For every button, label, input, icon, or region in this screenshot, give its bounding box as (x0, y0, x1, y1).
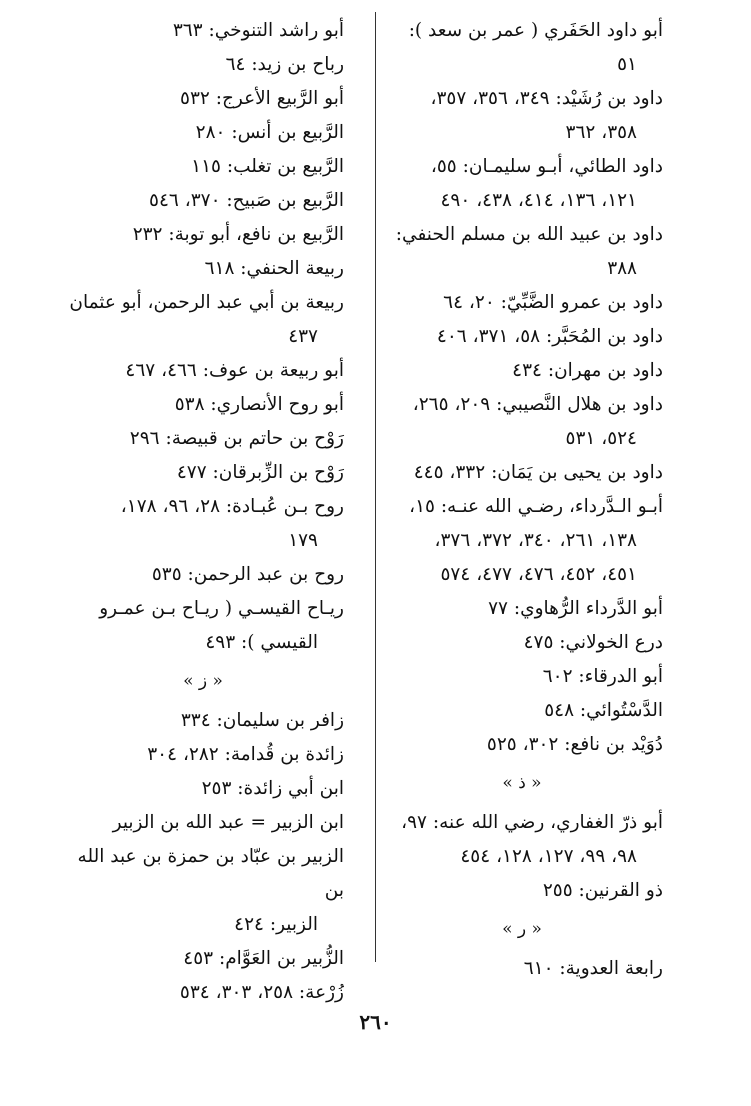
index-entry (62, 592, 344, 660)
entry-text: زافر بن سليمان: ٣٣٤ (180, 710, 344, 731)
entry-text: داود بن رُشَيْد: ٣٤٩، ٣٥٦، ٣٥٧، (430, 88, 663, 109)
entry-continuation: ٤٣٧ (288, 326, 318, 347)
index-entry (62, 942, 344, 976)
index-entry (381, 320, 663, 354)
entry-continuation: ١٣٨، ٢٦١، ٣٤٠، ٣٧٢، ٣٧٦، (434, 530, 637, 551)
index-entry (381, 626, 663, 660)
index-entry (381, 728, 663, 762)
index-entry (381, 14, 663, 82)
entry-continuation: ٣٥٨، ٣٦٢ (565, 122, 637, 143)
index-entry (381, 592, 663, 626)
index-entry (381, 694, 663, 728)
entry-continuation: ٩٨، ٩٩، ١٢٧، ١٢٨، ٤٥٤ (460, 846, 637, 867)
index-entry (62, 558, 344, 592)
entry-text: أبو الدَّرداء الرُّهاوي: ٧٧ (488, 598, 663, 619)
index-entry (62, 286, 344, 354)
entry-text: داود بن هلال النَّصيبي: ٢٠٩، ٢٦٥، (412, 394, 663, 415)
entry-text: الزبير بن عبّاد بن حمزة بن عبد الله بن (77, 846, 344, 901)
entry-continuation: الزبير: ٤٢٤ (234, 914, 318, 935)
section-heading: « ز » (183, 671, 223, 691)
entry-text: أبو الرَّبيع الأعرج: ٥٣٢ (180, 88, 344, 109)
section-heading: « ر » (502, 919, 542, 939)
entry-text: زُرْعة: ٢٥٨، ٣٠٣، ٥٣٤ (179, 982, 344, 1003)
entry-continuation: ٥٢٤، ٥٣١ (565, 428, 637, 449)
entry-text: أبو ذرّ الغفاري، رضي الله عنه: ٩٧، (401, 812, 663, 833)
page-number: ٢٦٠ (359, 1010, 392, 1034)
entry-text: ربيعة بن أبي عبد الرحمن، أبو عثمان (69, 292, 344, 313)
index-entry (62, 48, 344, 82)
index-entry (62, 218, 344, 252)
entry-text: أبـو الـدَّرداء، رضـي الله عنـه: ١٥، (409, 496, 663, 517)
index-entry (62, 456, 344, 490)
index-entry (62, 150, 344, 184)
entry-text: رَوْح بن حاتم بن قبيصة: ٢٩٦ (129, 428, 344, 449)
index-entry (381, 806, 663, 874)
entry-text: أبو الدرقاء: ٦٠٢ (542, 666, 663, 687)
index-entry (381, 218, 663, 286)
index-entry (381, 456, 663, 490)
index-entry (62, 388, 344, 422)
index-entry (381, 490, 663, 558)
entry-continuation: القيسي ): ٤٩٣ (205, 632, 318, 653)
entry-text: أبو ربيعة بن عوف: ٤٦٦، ٤٦٧ (125, 360, 344, 381)
entry-text: داود بن عبيد الله بن مسلم الحنفي: (395, 224, 663, 245)
index-entry (381, 874, 663, 908)
index-entry (62, 14, 344, 48)
index-entry (381, 558, 663, 592)
entry-text: ريـاح القيسـي ( ريـاح بـن عمـرو (99, 598, 344, 619)
entry-text: أبو راشد التنوخي: ٣٦٣ (172, 20, 344, 41)
entry-text: رَوْح بن الزِّبرقان: ٤٧٧ (176, 462, 344, 483)
entry-text: الرَّبيع بن نافع، أبو توبة: ٢٣٢ (132, 224, 344, 245)
entry-text: ابن أبي زائدة: ٢٥٣ (201, 778, 344, 799)
entry-text: دُوَيْد بن نافع: ٣٠٢، ٥٢٥ (486, 734, 663, 755)
entry-text: الرَّبيع بن أنس: ٢٨٠ (195, 122, 344, 143)
index-entry (381, 660, 663, 694)
entry-text: أبو داود الحَفَري ( عمر بن سعد ): (408, 20, 663, 41)
index-entry (62, 976, 344, 1010)
index-entry (381, 150, 663, 218)
entry-text: روح بن عبد الرحمن: ٥٣٥ (151, 564, 344, 585)
index-entry (62, 184, 344, 218)
entry-text: رباح بن زيد: ٦٤ (225, 54, 344, 75)
index-entry (62, 840, 344, 942)
index-entry (381, 286, 663, 320)
index-entry (381, 354, 663, 388)
entry-text: داود بن المُحَبَّر: ٥٨، ٣٧١، ٤٠٦ (436, 326, 663, 347)
entry-continuation: ٣٨٨ (607, 258, 637, 279)
entry-text: الزُّبير بن العَوَّام: ٤٥٣ (183, 948, 344, 969)
column-divider (375, 12, 376, 962)
entry-text: داود بن يحيى بن يَمَان: ٣٣٢، ٤٤٥ (413, 462, 663, 483)
entry-continuation: ١٧٩ (288, 530, 318, 551)
entry-text: ربيعة الحنفي: ٦١٨ (204, 258, 344, 279)
index-column-left (62, 14, 344, 1010)
index-entry (62, 422, 344, 456)
index-entry (62, 490, 344, 558)
entry-text: ذو القرنين: ٢٥٥ (542, 880, 663, 901)
index-entry (62, 738, 344, 772)
index-entry (381, 388, 663, 456)
entry-text: ٤٥١، ٤٥٢، ٤٧٦، ٤٧٧، ٥٧٤ (440, 564, 637, 585)
index-column-right (381, 14, 663, 986)
index-entry (62, 704, 344, 738)
index-entry (62, 82, 344, 116)
index-entry (381, 952, 663, 986)
entry-text: داود الطائي، أبـو سليمـان: ٥٥، (430, 156, 663, 177)
entry-text: رابعة العدوية: ٦١٠ (523, 958, 663, 979)
entry-text: أبو روح الأنصاري: ٥٣٨ (174, 394, 344, 415)
entry-continuation: ٥١ (617, 54, 637, 75)
entry-text: داود بن عمرو الضَّبِّيّ: ٢٠، ٦٤ (443, 292, 663, 313)
entry-text: الرَّبيع بن تغلب: ١١٥ (191, 156, 344, 177)
entry-text: روح بـن عُبـادة: ٢٨، ٩٦، ١٧٨، (120, 496, 344, 517)
index-entry (62, 354, 344, 388)
index-entry (62, 806, 344, 840)
index-entry (62, 772, 344, 806)
entry-text: زائدة بن قُدامة: ٢٨٢، ٣٠٤ (147, 744, 344, 765)
index-entry (62, 116, 344, 150)
entry-text: داود بن مهران: ٤٣٤ (512, 360, 663, 381)
entry-text: الرَّبيع بن صَبيح: ٣٧٠، ٥٤٦ (149, 190, 344, 211)
index-entry (381, 82, 663, 150)
index-entry (62, 252, 344, 286)
section-heading: « ذ » (502, 773, 542, 793)
entry-text: درع الخولاني: ٤٧٥ (523, 632, 663, 653)
entry-text: ابن الزبير = عبد الله بن الزبير (112, 812, 344, 833)
entry-text: الدَّسْتُوائي: ٥٤٨ (544, 700, 663, 721)
entry-continuation: ١٢١، ١٣٦، ٤١٤، ٤٣٨، ٤٩٠ (440, 190, 637, 211)
